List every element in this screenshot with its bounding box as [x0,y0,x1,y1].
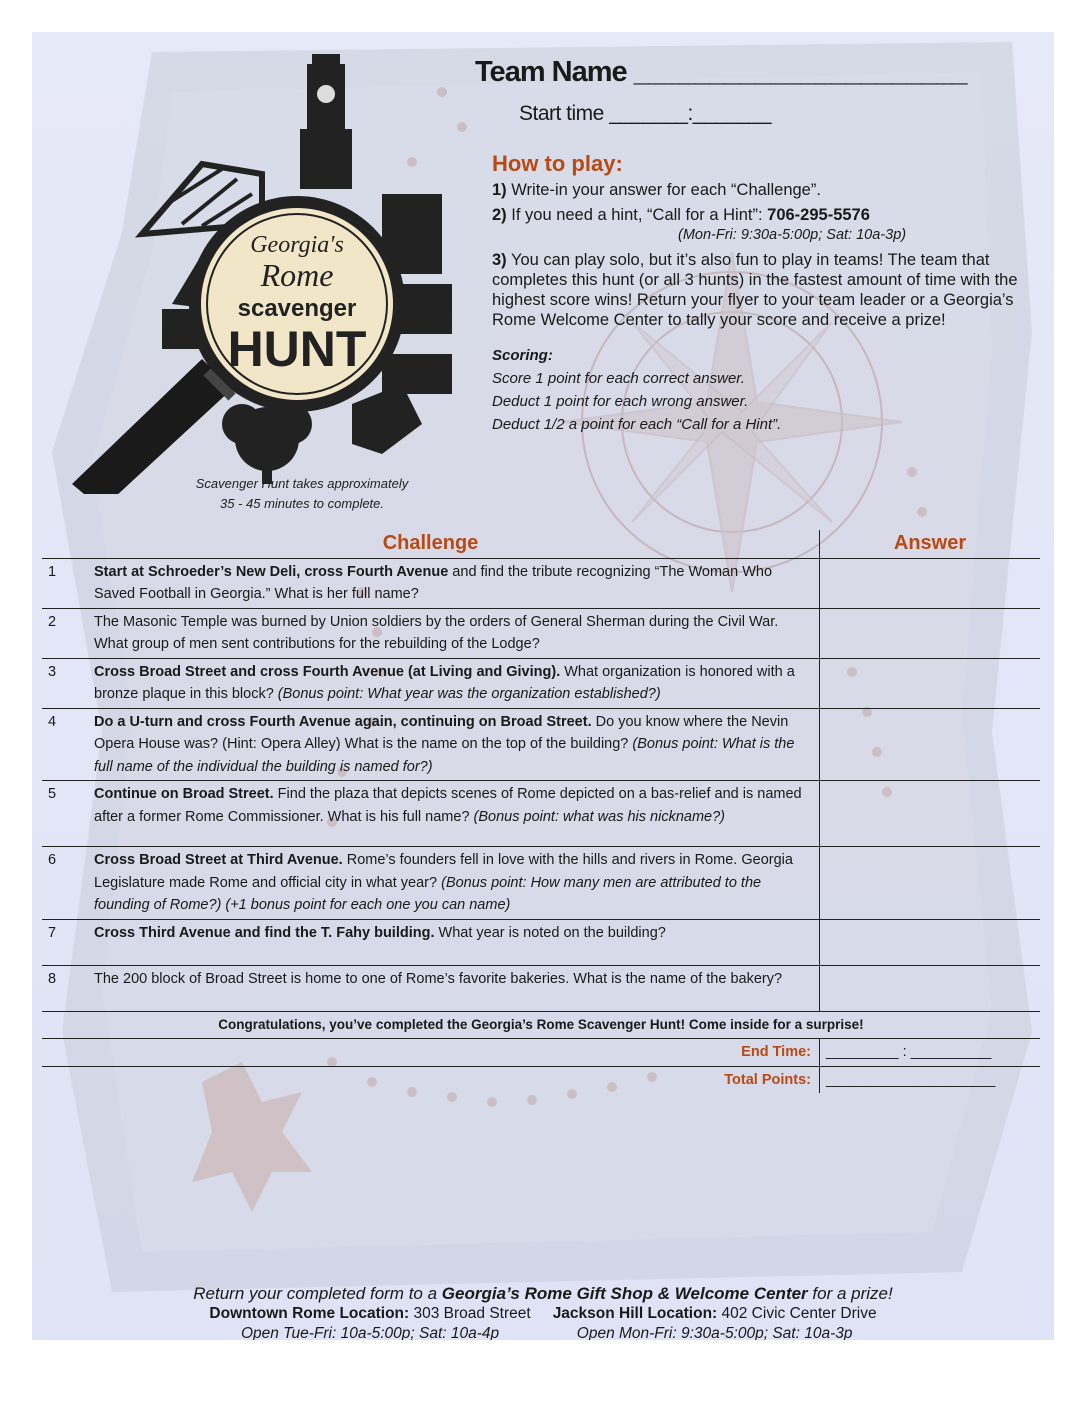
challenge-number: 4 [42,708,88,781]
start-time-field[interactable]: Start time _______:_______ [519,102,772,125]
table-row [42,781,1040,847]
answer-field[interactable] [820,847,1041,920]
jackson-hill-hours: Open Mon-Fri: 9:30a-5:00p; Sat: 10a-3p [576,1325,853,1340]
end-time-field[interactable]: _________ : __________ [820,1039,1041,1067]
table-row [42,847,1040,920]
table-row [42,919,1040,965]
scoring-section [492,344,1052,436]
caption-line-2: 35 - 45 minutes to complete. [219,496,385,511]
jackson-hill-location: Jackson Hill Location: 402 Civic Center Drive Open Mon-Fri: 9:30a-5:00p; Sat: 10a-3p [553,1304,877,1340]
caption-line-1: Scavenger Hunt takes approximately [195,476,409,491]
answer-field[interactable] [820,781,1041,847]
challenge-table [42,530,1040,1093]
scoring-rule-3: Deduct 1/2 a point for each “Call for a Hint”. [492,416,782,433]
answer-field[interactable] [820,658,1041,708]
answer-field[interactable] [820,708,1041,781]
hint-hours: (Mon-Fri: 9:30a-5:00p; Sat: 10a-3p) [678,227,907,243]
challenge-text: The 200 block of Broad Street is home to one of Rome’s favorite bakeries. What is the name of the bakery? [88,965,820,1011]
logo-text-georgias: Georgia's [250,232,344,258]
footer-return-line: Return your completed form to a Georgia’s Rome Gift Shop & Welcome Center for a prize! [193,1284,893,1303]
step-2: 2) If you need a hint, “Call for a Hint”: 706-295-5576 (Mon-Fri: 9:30a-5:00p; Sat: 10a-3p) [492,205,1052,245]
scoring-rule-1: Score 1 point for each correct answer. [492,370,745,387]
congratulations-message: Congratulations, you’ve completed the Georgia’s Rome Scavenger Hunt! Come inside for a surprise! [42,1011,1040,1039]
answer-field[interactable] [820,919,1041,965]
challenge-text: Cross Broad Street and cross Fourth Avenue (at Living and Giving). What organization is honored with a bronze plaque in this block? (Bonus point: What year was the organization established?) [88,658,820,708]
total-points-field[interactable]: _____________________ [820,1066,1041,1093]
logo-text-scavenger: scavenger [237,295,357,322]
table-row [42,658,1040,708]
flyer-page [32,32,1054,1340]
scavenger-hunt-logo [62,54,482,494]
hint-phone: 706-295-5576 [767,206,870,224]
logo-text-hunt: HUNT [227,321,367,377]
challenge-number: 7 [42,919,88,965]
footer [32,1284,1054,1340]
table-row [42,708,1040,781]
step-3: 3) You can play solo, but it’s also fun to play in teams! The team that completes this hunt (or all 3 hunts) in the fastest amount of time with the highest score wins! Return your flyer to your team leader or a Georgia’s Rome Welcome Center to tally your score and receive a prize! [492,251,1018,329]
challenge-number: 8 [42,965,88,1011]
answer-field[interactable] [820,608,1041,658]
answer-header: Answer [820,530,1041,558]
answer-field[interactable] [820,965,1041,1011]
challenge-number: 5 [42,781,88,847]
logo-text-rome: Rome [260,257,334,293]
challenge-number: 6 [42,847,88,920]
answer-field[interactable] [820,558,1041,608]
team-name-field[interactable]: Team Name ______________________ [475,56,967,88]
challenge-header: Challenge [382,532,479,554]
total-points-label: Total Points: [42,1066,820,1093]
how-to-play-title: How to play: [492,151,623,176]
downtown-location: Downtown Rome Location: 303 Broad Street Open Tue-Fri: 10a-5:00p; Sat: 10a-4p [209,1304,530,1340]
end-time-label: End Time: [42,1039,820,1067]
challenge-number: 3 [42,658,88,708]
challenge-number: 2 [42,608,88,658]
step-1: 1) Write-in your answer for each “Challenge”. [492,181,821,199]
challenge-text: Cross Third Avenue and find the T. Fahy building. What year is noted on the building? [88,919,820,965]
table-row [42,608,1040,658]
scoring-rule-2: Deduct 1 point for each wrong answer. [492,393,749,410]
scoring-title: Scoring: [492,347,553,364]
challenge-text: Do a U-turn and cross Fourth Avenue again, continuing on Broad Street. Do you know where the Nevin Opera House was? (Hint: Opera Alley) What is the name on the top of the building? (Bonus point: What is the full name of the individual the building is named for?) [88,708,820,781]
logo-caption [182,474,422,514]
table-row [42,965,1040,1011]
challenge-number: 1 [42,558,88,608]
table-row [42,558,1040,608]
downtown-hours: Open Tue-Fri: 10a-5:00p; Sat: 10a-4p [240,1325,500,1340]
challenge-text: The Masonic Temple was burned by Union soldiers by the orders of General Sherman during the Civil War. What group of men sent contributions for the rebuilding of the Lodge? [88,608,820,658]
how-to-play-section [492,151,1052,436]
challenge-text: Start at Schroeder’s New Deli, cross Fourth Avenue and find the tribute recognizing “The Woman Who Saved Football in Georgia.” What is her full name? [88,558,820,608]
challenge-text: Continue on Broad Street. Find the plaza that depicts scenes of Rome depicted on a bas-relief and is named after a former Rome Commissioner. What is his full name? (Bonus point: what was his nickname?) [88,781,820,847]
challenge-text: Cross Broad Street at Third Avenue. Rome’s founders fell in love with the hills and rivers in Rome. Georgia Legislature made Rome and official city in what year? (Bonus point: How many men are attributed to the founding of Rome?) (+1 bonus point for each one you can name) [88,847,820,920]
